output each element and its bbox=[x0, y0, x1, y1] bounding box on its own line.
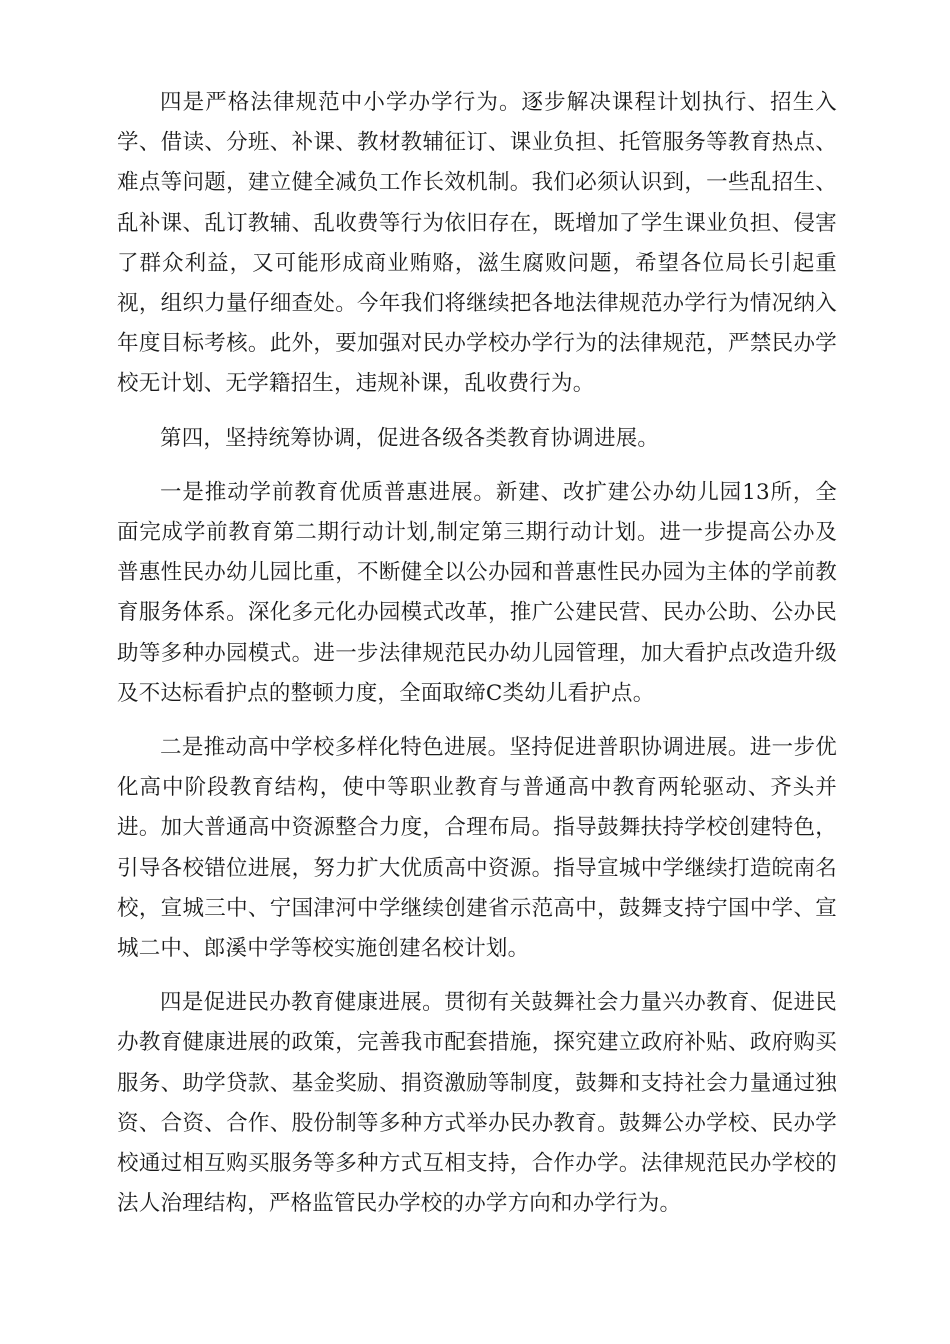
paragraph-gap bbox=[117, 459, 837, 473]
paragraph-high-school: 二是推动高中学校多样化特色进展。坚持促进普职协调进展。进一步优化高中阶段教育结构，使中等职业教育与普通高中教育两轮驱动、齐头并进。加大普通高中资源整合力度，合理布局。指导鼓舞扶持学校创建特色，引导各校错位进展，努力扩大优质高中资源。指导宣城中学继续打造皖南名校，宣城三中、宁国津河中学继续创建省示范高中，鼓舞支持宁国中学、宣城二中、郎溪中学等校实施创建名校计划。 bbox=[117, 735, 837, 962]
paragraph-private-education: 四是促进民办教育健康进展。贯彻有关鼓舞社会力量兴办教育、促进民办教育健康进展的政策，完善我市配套措施，探究建立政府补贴、政府购买服务、助学贷款、基金奖励、捐资激励等制度，鼓舞和支持社会力量通过独资、合资、合作、股份制等多种方式举办民办教育。鼓舞公办学校、民办学校通过相互购买服务等多种方式互相支持，合作办学。法律规范民办学校的法人治理结构，严格监管民办学校的办学方向和办学行为。 bbox=[117, 990, 837, 1217]
paragraph-school-conduct: 四是严格法律规范中小学办学行为。逐步解决课程计划执行、招生入学、借读、分班、补课、教材教辅征订、课业负担、托管服务等教育热点、难点等问题，建立健全减负工作长效机制。我们必须认识到，一些乱招生、乱补课、乱订教辅、乱收费等行为依旧存在，既增加了学生课业负担、侵害了群众利益，又可能形成商业贿赂，滋生腐败问题，希望各位局长引起重视，组织力量仔细查处。今年我们将继续把各地法律规范办学行为情况纳入年度目标考核。此外，要加强对民办学校办学行为的法律规范，严禁民办学校无计划、无学籍招生，违规补课，乱收费行为。 bbox=[117, 90, 837, 397]
section-heading-fourth: 第四，坚持统筹协调，促进各级各类教育协调进展。 bbox=[160, 425, 660, 451]
paragraph-gap bbox=[117, 969, 837, 983]
paragraph-gap bbox=[117, 405, 837, 419]
document-body bbox=[117, 83, 837, 1224]
paragraph-preschool: 一是推动学前教育优质普惠进展。新建、改扩建公办幼儿园13所，全面完成学前教育第二期行动计划,制定第三期行动计划。进一步提高公办及普惠性民办幼儿园比重，不断健全以公办园和普惠性民办园为主体的学前教育服务体系。深化多元化办园模式改革，推广公建民营、民办公助、公办民助等多种办园模式。进一步法律规范民办幼儿园管理，加大看护点改造升级及不达标看护点的整顿力度，全面取缔C类幼儿看护点。 bbox=[117, 479, 837, 706]
paragraph-gap bbox=[117, 714, 837, 728]
